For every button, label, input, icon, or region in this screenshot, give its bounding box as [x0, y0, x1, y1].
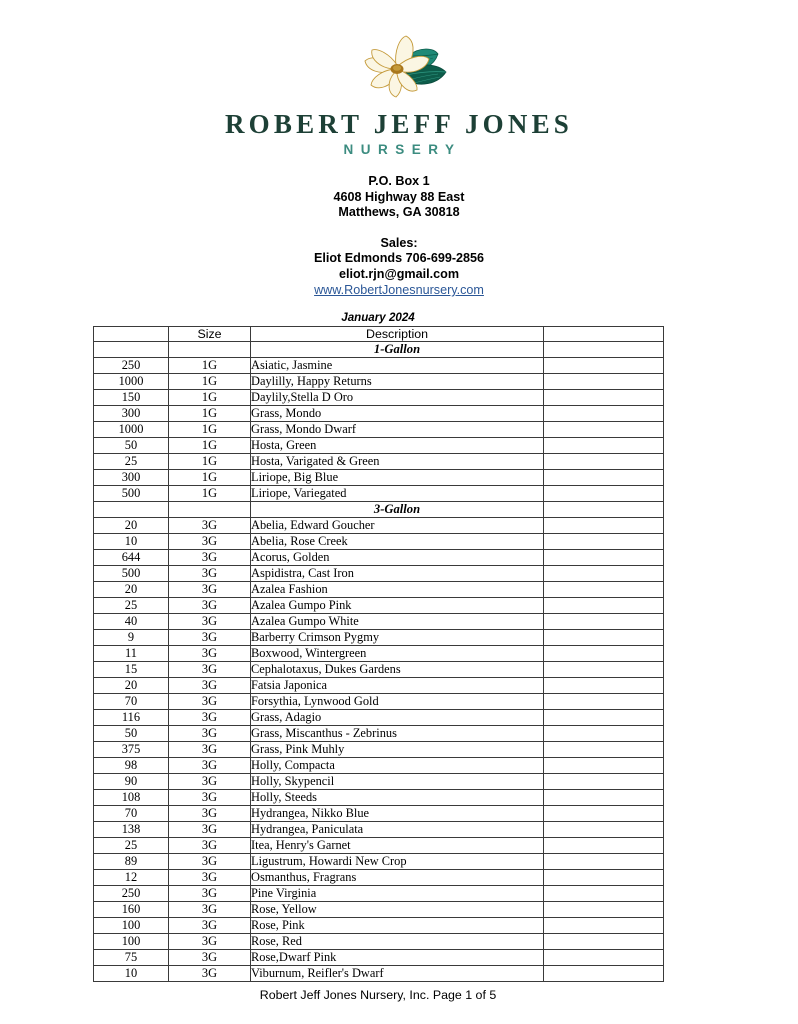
table-row [94, 934, 664, 950]
cell-size: 3G [169, 630, 251, 646]
cell-description: Azalea Gumpo Pink [251, 598, 544, 614]
cell-notes [544, 374, 664, 390]
cell-quantity: 375 [94, 742, 169, 758]
address-line-3: Matthews, GA 30818 [338, 205, 460, 220]
cell-notes [544, 902, 664, 918]
cell-size: 1G [169, 374, 251, 390]
cell-notes [544, 470, 664, 486]
cell-description: Liriope, Big Blue [251, 470, 544, 486]
cell-size: 3G [169, 822, 251, 838]
table-row [94, 870, 664, 886]
cell-notes [544, 566, 664, 582]
website-link-wrap [0, 282, 798, 299]
cell-quantity: 15 [94, 662, 169, 678]
table-row [94, 790, 664, 806]
cell-notes [544, 438, 664, 454]
section-empty-cell [544, 502, 664, 518]
section-empty-cell [544, 342, 664, 358]
cell-description: Asiatic, Jasmine [251, 358, 544, 374]
cell-quantity: 108 [94, 790, 169, 806]
table-row [94, 614, 664, 630]
website-link[interactable]: www.RobertJonesnursery.com [314, 283, 484, 298]
table-row [94, 822, 664, 838]
cell-notes [544, 774, 664, 790]
cell-notes [544, 358, 664, 374]
table-row [94, 470, 664, 486]
sales-label: Sales: [380, 235, 418, 250]
cell-size: 3G [169, 806, 251, 822]
table-row [94, 374, 664, 390]
cell-quantity: 98 [94, 758, 169, 774]
cell-quantity: 25 [94, 838, 169, 854]
cell-quantity: 1000 [94, 422, 169, 438]
cell-quantity: 70 [94, 694, 169, 710]
table-row [94, 486, 664, 502]
page-footer: Robert Jeff Jones Nursery, Inc. Page 1 of 5 [259, 988, 497, 1003]
cell-notes [544, 550, 664, 566]
cell-description: Azalea Gumpo White [251, 614, 544, 630]
cell-description: Hosta, Varigated & Green [251, 454, 544, 470]
sheet-title: January 2024 [341, 310, 415, 324]
cell-description: Acorus, Golden [251, 550, 544, 566]
table-row [94, 422, 664, 438]
cell-size: 3G [169, 582, 251, 598]
cell-quantity: 644 [94, 550, 169, 566]
cell-description: Rose, Pink [251, 918, 544, 934]
table-section-row [94, 342, 664, 358]
cell-notes [544, 758, 664, 774]
section-title-cell: 3-Gallon [251, 502, 544, 518]
section-empty-cell [169, 342, 251, 358]
cell-quantity: 50 [94, 438, 169, 454]
magnolia-flower-logo-icon [334, 32, 464, 104]
cell-size: 3G [169, 550, 251, 566]
cell-notes [544, 854, 664, 870]
cell-description: Holly, Compacta [251, 758, 544, 774]
cell-notes [544, 822, 664, 838]
cell-description: Boxwood, Wintergreen [251, 646, 544, 662]
cell-notes [544, 598, 664, 614]
cell-size: 3G [169, 774, 251, 790]
spacer [0, 221, 798, 236]
table-row [94, 662, 664, 678]
cell-size: 3G [169, 950, 251, 966]
cell-notes [544, 614, 664, 630]
cell-description: Liriope, Variegated [251, 486, 544, 502]
cell-quantity: 90 [94, 774, 169, 790]
address-line-1: P.O. Box 1 [368, 174, 430, 189]
cell-quantity: 89 [94, 854, 169, 870]
cell-notes [544, 918, 664, 934]
cell-size: 3G [169, 742, 251, 758]
table-row [94, 902, 664, 918]
cell-description: Rose, Red [251, 934, 544, 950]
cell-notes [544, 886, 664, 902]
table-row [94, 598, 664, 614]
cell-size: 3G [169, 726, 251, 742]
cell-notes [544, 454, 664, 470]
cell-quantity: 50 [94, 726, 169, 742]
cell-description: Daylily,Stella D Oro [251, 390, 544, 406]
table-section-row [94, 502, 664, 518]
brand-subtitle: NURSERY [343, 142, 462, 158]
cell-notes [544, 742, 664, 758]
cell-quantity: 20 [94, 582, 169, 598]
cell-quantity: 116 [94, 710, 169, 726]
contact-block [0, 174, 798, 299]
cell-quantity: 300 [94, 406, 169, 422]
cell-size: 1G [169, 390, 251, 406]
cell-quantity: 300 [94, 470, 169, 486]
cell-description: Abelia, Rose Creek [251, 534, 544, 550]
cell-quantity: 11 [94, 646, 169, 662]
cell-size: 3G [169, 966, 251, 982]
table-row [94, 454, 664, 470]
cell-description: Cephalotaxus, Dukes Gardens [251, 662, 544, 678]
letterhead [0, 0, 798, 299]
cell-description: Ligustrum, Howardi New Crop [251, 854, 544, 870]
cell-notes [544, 518, 664, 534]
cell-description: Daylilly, Happy Returns [251, 374, 544, 390]
cell-notes [544, 950, 664, 966]
cell-description: Abelia, Edward Goucher [251, 518, 544, 534]
address-line-2: 4608 Highway 88 East [333, 189, 465, 204]
cell-size: 1G [169, 470, 251, 486]
cell-notes [544, 806, 664, 822]
cell-size: 3G [169, 902, 251, 918]
cell-size: 1G [169, 454, 251, 470]
table-header [94, 326, 664, 341]
cell-quantity: 10 [94, 966, 169, 982]
cell-quantity: 20 [94, 678, 169, 694]
cell-quantity: 25 [94, 598, 169, 614]
table-row [94, 646, 664, 662]
cell-size: 3G [169, 646, 251, 662]
table-row [94, 550, 664, 566]
cell-quantity: 150 [94, 390, 169, 406]
cell-description: Grass, Mondo [251, 406, 544, 422]
cell-notes [544, 646, 664, 662]
cell-description: Viburnum, Reifler's Dwarf [251, 966, 544, 982]
cell-size: 1G [169, 406, 251, 422]
cell-size: 1G [169, 422, 251, 438]
cell-size: 3G [169, 918, 251, 934]
cell-description: Grass, Pink Muhly [251, 742, 544, 758]
cell-size: 3G [169, 662, 251, 678]
cell-notes [544, 630, 664, 646]
cell-notes [544, 406, 664, 422]
table-row [94, 630, 664, 646]
sales-contact: Eliot Edmonds 706-699-2856 [313, 251, 485, 266]
cell-size: 3G [169, 678, 251, 694]
cell-size: 3G [169, 758, 251, 774]
cell-description: Rose,Dwarf Pink [251, 950, 544, 966]
cell-notes [544, 486, 664, 502]
cell-size: 3G [169, 694, 251, 710]
section-title-cell: 1-Gallon [251, 342, 544, 358]
cell-size: 3G [169, 710, 251, 726]
cell-description: Grass, Miscanthus - Zebrinus [251, 726, 544, 742]
cell-description: Rose, Yellow [251, 902, 544, 918]
table-row [94, 406, 664, 422]
cell-description: Hydrangea, Paniculata [251, 822, 544, 838]
table-body [94, 342, 664, 982]
table-row [94, 886, 664, 902]
cell-notes [544, 790, 664, 806]
cell-size: 1G [169, 358, 251, 374]
cell-description: Holly, Skypencil [251, 774, 544, 790]
table-row [94, 806, 664, 822]
cell-quantity: 100 [94, 918, 169, 934]
section-empty-cell [94, 342, 169, 358]
table-row [94, 742, 664, 758]
cell-quantity: 9 [94, 630, 169, 646]
cell-description: Fatsia Japonica [251, 678, 544, 694]
column-header-quantity [94, 326, 169, 341]
cell-description: Forsythia, Lynwood Gold [251, 694, 544, 710]
table-row [94, 838, 664, 854]
cell-description: Grass, Mondo Dwarf [251, 422, 544, 438]
cell-description: Hydrangea, Nikko Blue [251, 806, 544, 822]
cell-notes [544, 934, 664, 950]
cell-notes [544, 966, 664, 982]
cell-size: 3G [169, 934, 251, 950]
cell-size: 1G [169, 486, 251, 502]
table-row [94, 678, 664, 694]
cell-size: 3G [169, 598, 251, 614]
inventory-table [93, 326, 664, 982]
cell-description: Itea, Henry's Garnet [251, 838, 544, 854]
cell-description: Osmanthus, Fragrans [251, 870, 544, 886]
cell-quantity: 10 [94, 534, 169, 550]
table-row [94, 518, 664, 534]
table-row [94, 710, 664, 726]
table-row [94, 966, 664, 982]
cell-quantity: 250 [94, 358, 169, 374]
cell-size: 3G [169, 886, 251, 902]
cell-size: 3G [169, 518, 251, 534]
cell-size: 3G [169, 566, 251, 582]
cell-quantity: 500 [94, 566, 169, 582]
cell-notes [544, 390, 664, 406]
section-empty-cell [169, 502, 251, 518]
table-row [94, 854, 664, 870]
cell-quantity: 160 [94, 902, 169, 918]
cell-notes [544, 678, 664, 694]
table-row [94, 582, 664, 598]
cell-notes [544, 582, 664, 598]
table-row [94, 438, 664, 454]
cell-quantity: 75 [94, 950, 169, 966]
table-header-row [94, 326, 664, 341]
table-row [94, 950, 664, 966]
cell-size: 3G [169, 614, 251, 630]
table-row [94, 774, 664, 790]
cell-notes [544, 694, 664, 710]
cell-quantity: 500 [94, 486, 169, 502]
cell-size: 3G [169, 790, 251, 806]
cell-notes [544, 422, 664, 438]
table-row [94, 726, 664, 742]
cell-quantity: 12 [94, 870, 169, 886]
brand-name: ROBERT JEFF JONES [224, 109, 573, 139]
column-header-size: Size [169, 326, 251, 341]
cell-quantity: 25 [94, 454, 169, 470]
cell-notes [544, 870, 664, 886]
cell-quantity: 138 [94, 822, 169, 838]
table-row [94, 566, 664, 582]
cell-notes [544, 838, 664, 854]
table-row [94, 390, 664, 406]
cell-description: Azalea Fashion [251, 582, 544, 598]
cell-size: 3G [169, 870, 251, 886]
column-header-description: Description [251, 326, 544, 341]
cell-quantity: 40 [94, 614, 169, 630]
table-row [94, 534, 664, 550]
cell-size: 3G [169, 534, 251, 550]
table-row [94, 918, 664, 934]
cell-notes [544, 726, 664, 742]
table-row [94, 358, 664, 374]
cell-notes [544, 662, 664, 678]
cell-description: Pine Virginia [251, 886, 544, 902]
section-empty-cell [94, 502, 169, 518]
table-row [94, 758, 664, 774]
cell-quantity: 20 [94, 518, 169, 534]
cell-description: Hosta, Green [251, 438, 544, 454]
table-row [94, 694, 664, 710]
cell-notes [544, 534, 664, 550]
cell-description: Holly, Steeds [251, 790, 544, 806]
column-header-notes [544, 326, 664, 341]
cell-size: 3G [169, 854, 251, 870]
cell-size: 1G [169, 438, 251, 454]
cell-notes [544, 710, 664, 726]
cell-quantity: 70 [94, 806, 169, 822]
cell-description: Grass, Adagio [251, 710, 544, 726]
cell-quantity: 1000 [94, 374, 169, 390]
cell-description: Barberry Crimson Pygmy [251, 630, 544, 646]
cell-size: 3G [169, 838, 251, 854]
sales-email: eliot.rjn@gmail.com [338, 266, 460, 281]
cell-quantity: 100 [94, 934, 169, 950]
cell-description: Aspidistra, Cast Iron [251, 566, 544, 582]
cell-quantity: 250 [94, 886, 169, 902]
